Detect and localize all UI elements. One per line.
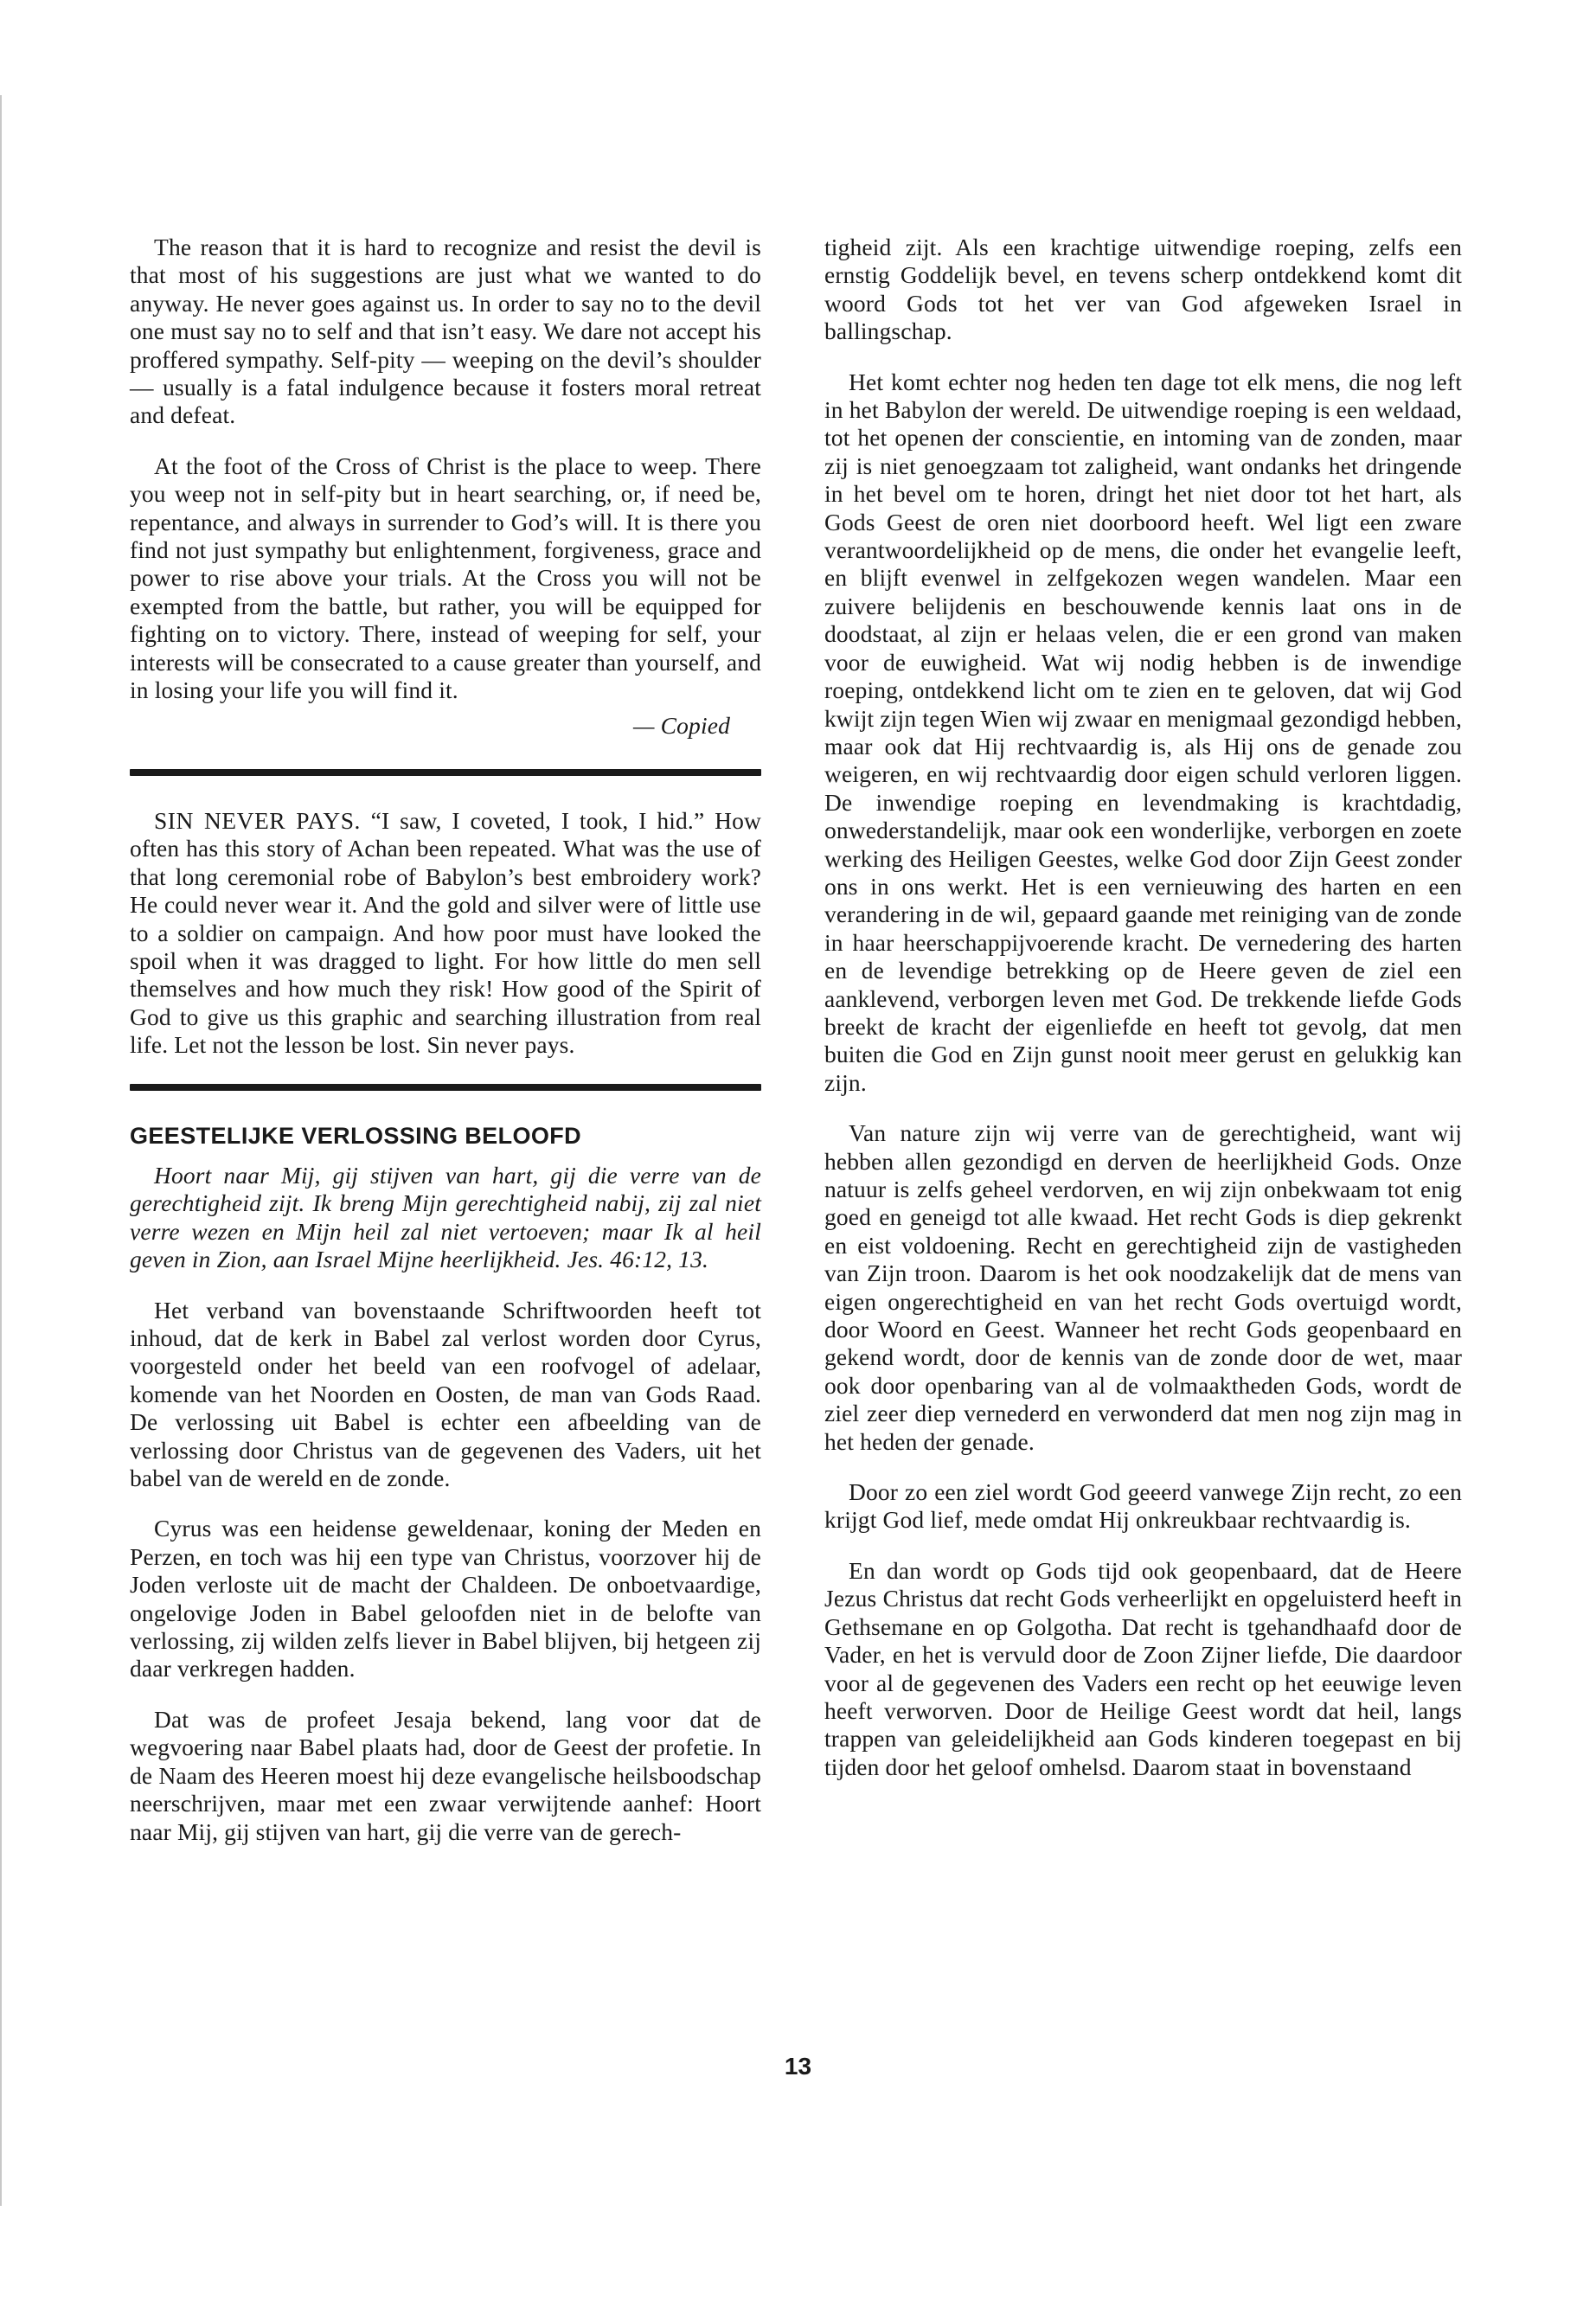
right-column — [824, 234, 1462, 1804]
paragraph-geeerd: Door zo een ziel wordt God geeerd vanwege Zijn recht, zo een krijgt God lief, mede omdat Hij onkreukbaar rechtvaardig is. — [824, 1478, 1462, 1534]
paragraph-sin-never-pays — [130, 807, 761, 1060]
paragraph-cyrus: Cyrus was een heidense geweldenaar, koning der Meden en Perzen, en toch was hij een type van Christus, voorzover hij de Joden verloste uit de macht der Chaldeen. De onboetvaardige, ongelovige Joden in Babel geloofden niet in de belofte van verlossing, zij wilden zelfs liever in Babel blijven, bij hetgeen zij daar verkregen hadden. — [130, 1515, 761, 1682]
paragraph-cross: At the foot of the Cross of Christ is the place to weep. There you weep not in self-pity but in heart searching, or, if need be, repentance, and always in surrender to God’s will. It is there you find not just sympathy but enlightenment, forgiveness, grace and power to rise above your trials. At the Cross you will not be exempted from the battle, but rather, you will be equipped for fighting on to victory. There, instead of weeping for self, your interests will be consecrated to a cause greater than yourself, and in losing your life you will find it. — [130, 452, 761, 704]
paragraph-roeping: tigheid zijt. Als een krachtige uitwendige roeping, zelfs een ernstig Goddelijk bevel, en tevens scherp ontdekkend komt dit woord Gods tot het ver van God afgeweken Israel in ballingschap. — [824, 234, 1462, 345]
sin-never-pays-heading: SIN NEVER PAYS. — [154, 806, 361, 834]
scripture-verse: Hoort naar Mij, gij stijven van hart, gij die verre van de gerechtigheid zijt. Ik breng Mijn gerechtigheid nabij, zij zal niet verre wezen en Mijn heil zal niet vertoeven; maar Ik al heil geven in Zion, aan Israel Mijne heerlijkheid. Jes. 46:12, 13. — [130, 1161, 761, 1273]
scan-edge — [0, 95, 2, 2206]
left-column — [130, 234, 761, 1868]
paragraph-verband: Het verband van bovenstaande Schriftwoorden heeft tot inhoud, dat de kerk in Babel zal verlost worden door Cyrus, voorgesteld onder het beeld van een roofvogel of adelaar, komende van het Noorden en Oosten, de man van Gods Raad. De verlossing uit Babel is echter een afbeelding van de verlossing door Christus van de gegevenen des Vaders, uit het babel van de wereld en de zonde. — [130, 1296, 761, 1492]
paragraph-gethsemane: En dan wordt op Gods tijd ook geopenbaard, dat de Heere Jezus Christus dat recht Gods verheerlijkt en opgeluisterd heeft in Gethsemane en op Golgotha. Dat recht is tgehandhaafd door de Vader, en het is vervuld door de Zoon Zijner liefde, Die daardoor voor al de gegevenen des Vaders een recht op het eeuwige leven heeft verworven. Door de Heilige Geest wordt dat heil, langs trappen van geleidelijkheid aan Gods kinderen toegepast en bij tijden door het geloof omhelsd. Daarom staat in bovenstaand — [824, 1556, 1462, 1780]
signature-copied: — Copied — [633, 711, 730, 739]
paragraph-jesaja: Dat was de profeet Jesaja bekend, lang voor dat de wegvoering naar Babel plaats had, door de Geest der profetie. In de Naam des Heeren moest hij deze evangelische heilsboodschap neerschrijven, maar met een zwaar verwijtende aanhef: Hoort naar Mij, gij stijven van hart, gij die verre van de gerech- — [130, 1705, 761, 1845]
sin-never-pays-body: “I saw, I coveted, I took, I hid.” How often has this story of Achan been repeated. What was the use of that long ceremonial robe of Babylon’s best embroidery work? He could never wear it. And the gold and silver were of little use to a soldier on campaign. And how poor must have looked the spoil when it was dragged to light. For how little do men sell themselves and how much they risk! How good of the Spirit of God to give us this graphic and searching illustration from real life. Let not the lesson be lost. Sin never pays. — [130, 806, 761, 1059]
paragraph-nature: Van nature zijn wij verre van de gerechtigheid, want wij hebben allen gezondigd en derven de heerlijkheid Gods. Onze natuur is zelfs geheel verdorven, en wij zijn onbekwaam tot enig goed en geneigd tot alle kwaad. Het recht Gods is diep gekrenkt en eist voldoening. Recht en gerechtigheid zijn de vastigheden van Zijn troon. Daarom is het ook noodzakelijk dat de mens van eigen ongerechtigheid en van het recht Gods overtuigd wordt, door Woord en Geest. Wanneer het recht Gods geopenbaard en gekend wordt, door de kennis van de zonde door de wet, maar ook door openbaring van al de volmaaktheden Gods, wordt de ziel zeer diep vernederd en verwonderd dat men nog zijn mag in het heden der genade. — [824, 1119, 1462, 1455]
paragraph-babylon: Het komt echter nog heden ten dage tot elk mens, die nog left in het Babylon der wereld. De uitwendige roeping is een weldaad, tot het openen der conscientie, en intoming van de zonden, maar zij is niet genoegzaam tot zaligheid, want ondanks het dringende in het bevel om te horen, dringt het niet door tot het hart, als Gods Geest de oren niet doorboord heeft. Wel ligt een zware verantwoordelijkheid op de mens, die onder het evangelie leeft, en blijft evenwel in zelfgekozen wegen wandelen. Maar een zuivere belijdenis en beschouwende kennis laat ons in de doodstaat, al zijn er helaas velen, die er een grond van maken voor de euwigheid. Wat wij nodig hebben is de inwendige roeping, ontdekkend licht om te zien en te geloven, dat wij God kwijt zijn tegen Wien wij zwaar en menigmaal gezondigd hebben, maar ook dat Hij rechtvaardig is, als Hij ons de genade zou weigeren, en wij rechtvaardig door eigen schuld verloren liggen. De inwendige roeping en levendmaking is krachtdadig, onwederstandelijk, maar ook een wonderlijke, verborgen en zoete werking des Heiligen Geestes, welke God door Zijn Geest zonder ons in ons werkt. Het is een vernieuwing des harten en een verandering in de wil, gepaard gaande met reiniging van de zonde in haar heerschappijvoerende kracht. De vernedering des harten en de levendige betrekking op de Heere geven de ziel een aanklevend, verborgen leven met God. De trekkende liefde Gods breekt de kracht der eigenliefde en heeft tot gevolg, dat men buiten die God en Zijn gunst nooit meer gerust en gelukkig kan zijn. — [824, 368, 1462, 1096]
paragraph-devil: The reason that it is hard to recognize and resist the devil is that most of his suggestions are just what we wanted to do anyway. He never goes against us. In order to say no to the devil one must say no to self and that isn’t easy. We dare not accept his proffered sympathy. Self-pity — weeping on the devil’s shoulder — usually is a fatal indulgence because it fosters moral retreat and defeat. — [130, 234, 761, 429]
divider-rule — [130, 769, 761, 776]
page-number: 13 — [784, 2053, 812, 2080]
section-title: GEESTELIJKE VERLOSSING BELOOFD — [130, 1122, 582, 1149]
divider-rule — [130, 1084, 761, 1091]
